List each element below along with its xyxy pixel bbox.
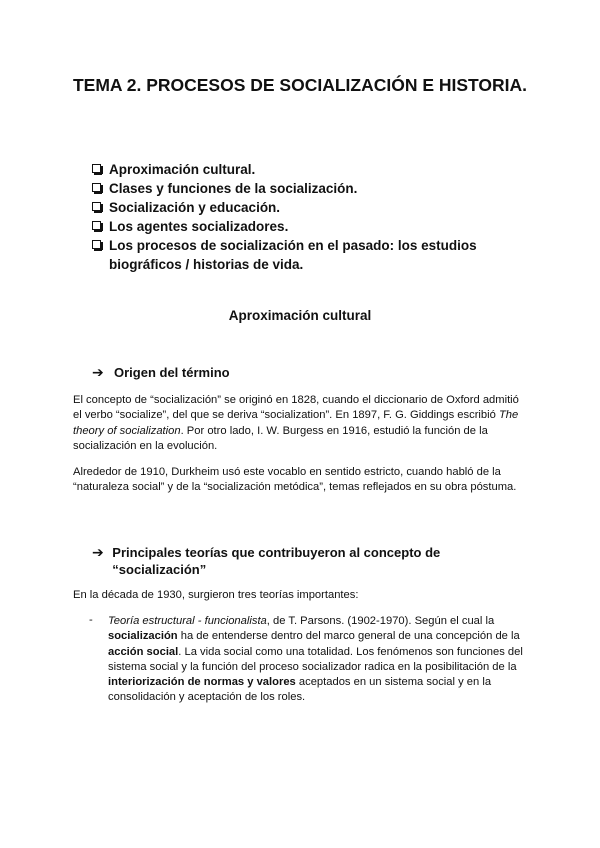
subheading-teorias: ➔ Principales teorías que contribuyeron al concepto de “socialización” [92, 544, 441, 577]
checkbox-bullet-icon [92, 221, 101, 230]
section-title: Aproximación cultural [228, 308, 372, 323]
arrow-right-icon: ➔ [92, 544, 104, 560]
toc-item: Aproximación cultural. [92, 160, 532, 179]
table-of-contents [92, 160, 532, 274]
checkbox-bullet-icon [92, 240, 101, 249]
checkbox-bullet-icon [92, 164, 101, 173]
paragraph-origen-1: El concepto de “socialización” se originó en 1828, cuando el diccionario de Oxford admitió el verbo “socialize”, del que se deriva “socialization”. En 1897, F. G. Giddings escribió The theory of socialization. Por otro lado, I. W. Burgess en 1916, estudió la función de la socialización en la evolución. [73, 394, 519, 452]
toc-item: Clases y funciones de la socialización. [92, 179, 532, 198]
list-item-parsons: Teoría estructural - funcionalista, de T. Parsons. (1902-1970). Según el cual la socialización ha de entenderse dentro del marco general de una concepción de la acción social. La vida social como una totalidad. Los fenómenos son funciones del sistema social y la función del proceso socializador radica en la posibilitación de la interiorización de normas y valores aceptados en un sistema social y en la consolidación y aceptación de los roles. [108, 615, 523, 704]
toc-item: Los agentes socializadores. [92, 217, 532, 236]
checkbox-bullet-icon [92, 183, 101, 192]
subheading-origen: ➔ Origen del término [92, 364, 230, 380]
list-dash: - [89, 614, 93, 626]
arrow-right-icon: ➔ [92, 364, 104, 380]
toc-item: Los procesos de socialización en el pasado: los estudios biográficos / historias de vida. [92, 236, 532, 274]
checkbox-bullet-icon [92, 202, 101, 211]
paragraph-origen-2: Alrededor de 1910, Durkheim usó este vocablo en sentido estricto, cuando habló de la “naturaleza social” y de la “socialización metódica”, temas reflejados en su obra póstuma. [73, 466, 517, 494]
paragraph-teorias-intro: En la década de 1930, surgieron tres teorías importantes: [73, 589, 359, 601]
document-title: TEMA 2. PROCESOS DE SOCIALIZACIÓN E HISTORIA. [72, 75, 528, 95]
toc-item: Socialización y educación. [92, 198, 532, 217]
